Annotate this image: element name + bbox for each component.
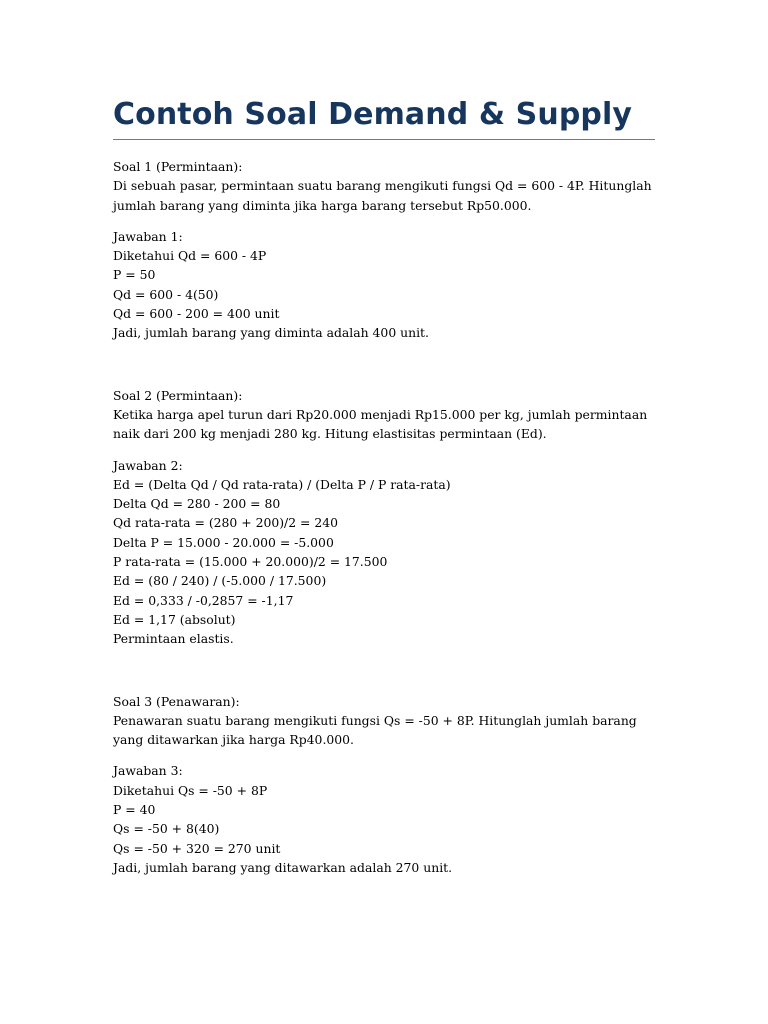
soal-1-question: Di sebuah pasar, permintaan suatu barang mengikuti fungsi Qd = 600 - 4P. Hitunglah jumlah barang yang diminta jika harga barang tersebut Rp50.000. — [113, 178, 652, 213]
soal-2-answer-block — [113, 456, 655, 649]
soal-2-answer-line: Permintaan elastis. — [113, 631, 234, 647]
document-title: Contoh Soal Demand & Supply — [113, 96, 655, 140]
soal-1-heading: Soal 1 (Permintaan): — [113, 159, 243, 174]
soal-2-question-block — [113, 386, 655, 444]
soal-2-answer-line: Delta Qd = 280 - 200 = 80 — [113, 496, 281, 512]
soal-2-answer-line: Ed = (80 / 240) / (-5.000 / 17.500) — [113, 573, 327, 589]
document-page — [113, 96, 655, 889]
soal-2-answer-line: Delta P = 15.000 - 20.000 = -5.000 — [113, 534, 334, 550]
soal-3-question-block — [113, 692, 655, 750]
section-spacer — [113, 355, 655, 386]
soal-2-question: Ketika harga apel turun dari Rp20.000 menjadi Rp15.000 per kg, jumlah permintaan naik dari 200 kg menjadi 280 kg. Hitung elastisitas permintaan (Ed). — [113, 406, 648, 442]
section-spacer — [113, 661, 655, 692]
soal-3-answer-block — [113, 761, 655, 877]
soal-1-answer-heading: Jawaban 1: — [113, 228, 183, 244]
soal-2-answer-heading: Jawaban 2: — [113, 457, 183, 473]
soal-1-answer-line: Qd = 600 - 200 = 400 unit — [113, 306, 280, 322]
soal-2-answer-line: Ed = 0,333 / -0,2857 = -1,17 — [113, 592, 294, 608]
document-content — [113, 157, 655, 877]
soal-2-answer-line: Ed = (Delta Qd / Qd rata-rata) / (Delta P / P rata-rata) — [113, 476, 451, 492]
soal-1-answer-line: Diketahui Qd = 600 - 4P — [113, 248, 267, 264]
soal-3-answer-line: Jadi, jumlah barang yang ditawarkan adalah 270 unit. — [113, 859, 453, 875]
soal-3-answer-line: P = 40 — [113, 802, 156, 818]
soal-1-question-block — [113, 157, 655, 215]
soal-3-answer-heading: Jawaban 3: — [113, 763, 183, 779]
soal-3-question: Penawaran suatu barang mengikuti fungsi Qs = -50 + 8P. Hitunglah jumlah barang yang ditawarkan jika harga Rp40.000. — [113, 712, 637, 748]
soal-3-heading: Soal 3 (Penawaran): — [113, 693, 240, 709]
soal-1-answer-line: P = 50 — [113, 267, 156, 283]
soal-1-answer-block — [113, 227, 655, 343]
soal-1-answer-line: Jadi, jumlah barang yang diminta adalah 400 unit. — [113, 325, 429, 341]
soal-3-answer-line: Diketahui Qs = -50 + 8P — [113, 782, 268, 798]
soal-1-answer-line: Qd = 600 - 4(50) — [113, 286, 219, 302]
soal-2-answer-line: Qd rata-rata = (280 + 200)/2 = 240 — [113, 515, 339, 531]
soal-2-heading: Soal 2 (Permintaan): — [113, 387, 243, 403]
soal-2-answer-line: P rata-rata = (15.000 + 20.000)/2 = 17.500 — [113, 554, 388, 570]
soal-2-answer-line: Ed = 1,17 (absolut) — [113, 611, 236, 627]
soal-3-answer-line: Qs = -50 + 8(40) — [113, 821, 220, 837]
soal-3-answer-line: Qs = -50 + 320 = 270 unit — [113, 840, 281, 856]
